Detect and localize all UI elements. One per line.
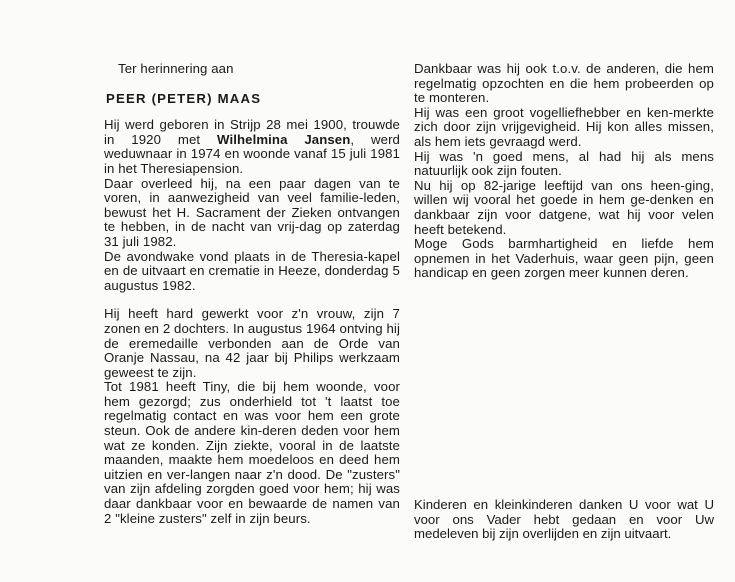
paragraph-birth-marriage [104, 118, 400, 176]
right-column [414, 62, 714, 281]
paragraph-care: Tot 1981 heeft Tiny, die bij hem woonde, voor hem gezorgd; zus onderhield tot 't laatst toe regelmatig contact en was voor hem een grote steun. Ook de andere kin-deren deden voor hem wat ze konden. Zijn ziekte, vooral in de laatste maanden, maakte hem moedeloos en deed hem uitzien en ver-langen naar z'n dood. De "zusters" van zijn afdeling zorgden goed voor hem; hij was daar dankbaar voor en bewaarde de namen van 2 "kleine zusters" zelf in zijn beurs. [104, 379, 400, 526]
spouse-name: Wilhelmina Jansen [217, 131, 351, 147]
paragraph-gratitude: Dankbaar was hij ook t.o.v. de anderen, die hem regelmatig opzochten en die hem probeerden op te monteren. [414, 61, 714, 106]
remembrance-heading: Ter herinnering aan [118, 61, 234, 76]
paragraph-work: Hij heeft hard gewerkt voor z'n vrouw, zijn 7 zonen en 2 dochters. In augustus 1964 ontving hij de eremedaille verbonden aan de Orde van Oranje Nassau, na 42 jaar bij Philips werkzaam geweest te zijn. [104, 306, 400, 380]
birth-text-a: Hij werd geboren in Strijp 28 mei 1900, trouwde in 1920 met [104, 117, 400, 147]
paragraph-prayer: Moge Gods barmhartigheid en liefde hem opnemen in het Vaderhuis, waar geen pijn, geen handicap en geen zorgen meer kunnen deren. [414, 236, 714, 281]
closing-thanks: Kinderen en kleinkinderen danken U voor wat U voor ons Vader hebt gedaan en voor Uw medeleven bij zijn overlijden en zijn uitvaart. [414, 497, 714, 542]
birth-text-b: , werd weduwnaar in 1974 en woonde vanaf 15 juli 1981 in het Theresiapension. [104, 131, 400, 176]
paragraph-remembrance: Nu hij op 82-jarige leeftijd van ons heen-ging, willen wij vooral het goede in hem ge-denken en dankbaar zijn voor datgene, wat hij voor velen heeft betekend. [414, 177, 714, 237]
paragraph-hobby: Hij was een groot vogelliefhebber en ken-merkte zich door zijn vrijgevigheid. Hij kon alles missen, als hem iets gevraagd werd. [414, 104, 714, 149]
paragraph-funeral: De avondwake vond plaats in de Theresia-kapel en de uitvaart en crematie in Heeze, donderdag 5 augustus 1982. [104, 248, 400, 293]
deceased-name: PEER (PETER) MAAS [106, 90, 262, 106]
paragraph-character: Hij was 'n goed mens, al had hij als mens natuurlijk ook zijn fouten. [414, 148, 714, 179]
left-column [104, 62, 400, 526]
paragraph-passing: Daar overleed hij, na een paar dagen van te voren, in aanwezigheid van veel familie-leden, bewust het H. Sacrament der Zieken ontvangen te hebben, in de nacht van vrij-dag op zaterdag 31 juli 1982. [104, 175, 400, 249]
